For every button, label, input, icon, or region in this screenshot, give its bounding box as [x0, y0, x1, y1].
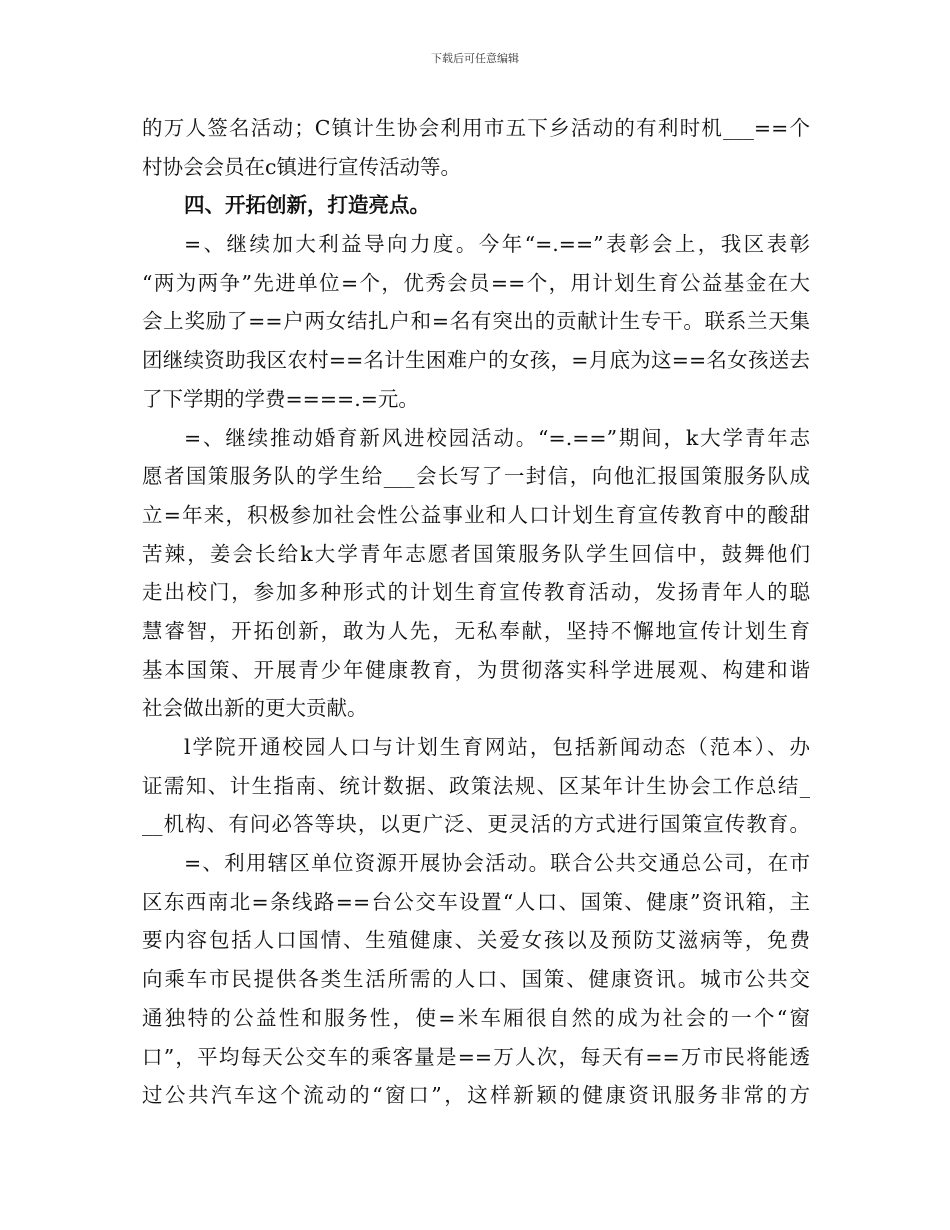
text-line: 的万人签名活动；C镇计生协会利用市五下乡活动的有利时机___==个 [142, 116, 810, 140]
text-line: =、利用辖区单位资源开展协会活动。联合公共交通总公司，在市 [184, 851, 810, 876]
text-line: 向乘车市民提供各类生活所需的人口、国策、健康资讯。城市公共交 [142, 967, 810, 992]
text-line: 村协会会员在c镇进行宣传活动等。 [142, 154, 461, 179]
text-line: 四、开拓创新，打造亮点。 [184, 193, 430, 218]
text-line: =、继续推动婚育新风进校园活动。“=.==”期间，k大学青年志 [184, 425, 810, 450]
text-line: 会上奖励了==户两女结扎户和=名有突出的贡献计生专干。联系兰天集 [142, 309, 810, 334]
text-line: 区东西南北=条线路==台公交车设置“人口、国策、健康”资讯箱，主 [142, 889, 810, 914]
text-line: 愿者国策服务队的学生给___会长写了一封信，向他汇报国策服务队成 [142, 464, 810, 489]
text-line: 团继续资助我区农村==名计生困难户的女孩，=月底为这==名女孩送去 [142, 348, 810, 373]
text-line: 慧睿智，开拓创新，敢为人先，无私奉献，坚持不懈地宣传计划生育 [142, 618, 810, 643]
text-line: 立=年来，积极参加社会性公益事业和人口计划生育宣传教育中的酸甜 [142, 502, 810, 527]
text-line: 苦辣，姜会长给k大学青年志愿者国策服务队学生回信中，鼓舞他们 [142, 541, 810, 566]
text-line: 证需知、计生指南、统计数据、政策法规、区某年计生协会工作总结_ [142, 773, 810, 798]
text-line: 口”，平均每天公交车的乘客量是==万人次，每天有==万市民将能透 [142, 1044, 810, 1069]
text-line: 通独特的公益性和服务性，使=米车厢很自然的成为社会的一个“窗 [142, 1005, 810, 1030]
text-line: l学院开通校园人口与计划生育网站，包括新闻动态（范本）、办 [184, 735, 810, 759]
text-line: 了下学期的学费====.=元。 [142, 386, 419, 411]
text-line: “两为两争”先进单位=个，优秀会员==个，用计划生育公益基金在大 [142, 270, 810, 295]
text-line: 社会做出新的更大贡献。 [142, 696, 368, 721]
page-header: 下载后可任意编辑 [431, 52, 519, 65]
text-line: 基本国策、开展青少年健康教育，为贯彻落实科学进展观、构建和谐 [142, 657, 810, 682]
document-body [142, 109, 810, 1115]
text-line: 过公共汽车这个流动的“窗口”，这样新颖的健康资讯服务非常的方 [142, 1083, 810, 1108]
text-line: 要内容包括人口国情、生殖健康、关爱女孩以及预防艾滋病等，免费 [142, 928, 810, 953]
text-line: __机构、有问必答等块，以更广泛、更灵活的方式进行国策宣传教育。 [142, 812, 810, 837]
text-line: 走出校门，参加多种形式的计划生育宣传教育活动，发扬青年人的聪 [142, 580, 810, 605]
text-line: =、继续加大利益导向力度。今年“=.==”表彰会上，我区表彰 [184, 232, 810, 257]
